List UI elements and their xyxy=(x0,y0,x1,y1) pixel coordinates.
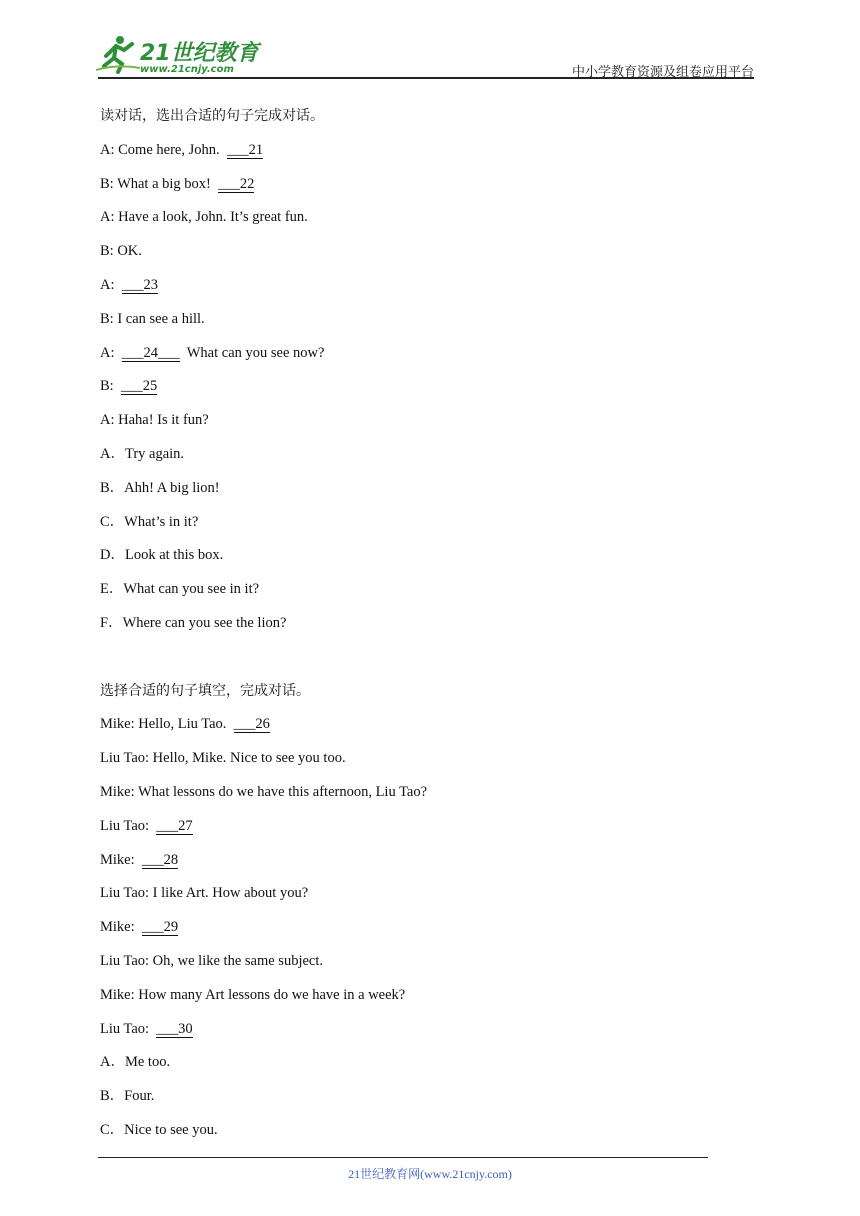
section2-dialogue xyxy=(100,714,760,1052)
dialogue-text: Liu Tao: xyxy=(100,1020,157,1037)
footer-divider xyxy=(98,1157,708,1158)
dialogue-line xyxy=(100,985,760,1019)
answer-blank: ___26 xyxy=(233,716,270,733)
dialogue-text: B: What a big box! xyxy=(100,175,219,192)
dialogue-text: Mike: Hello, Liu Tao. xyxy=(100,716,234,733)
dialogue-line xyxy=(100,748,760,782)
answer-option: A．Try again. xyxy=(100,445,185,462)
footer-text: 21世纪教育网(www.21cnjy.com) xyxy=(348,1167,512,1181)
answer-option: B．Ahh! A big lion! xyxy=(100,479,220,496)
section2-instruction: 选择合适的句子填空，完成对话。 xyxy=(100,682,310,699)
dialogue-text: A: Come here, John. xyxy=(100,141,227,158)
answer-blank: ___28 xyxy=(141,851,179,868)
dialogue-text: Liu Tao: I like Art. How about you? xyxy=(100,885,309,902)
logo-url: www.21cnjy.com xyxy=(140,64,234,75)
dialogue-text: Mike: How many Art lessons do we have in a week? xyxy=(100,986,406,1003)
section-gap xyxy=(100,647,760,681)
site-logo xyxy=(96,34,266,78)
dialogue-text: A: Haha! Is it fun? xyxy=(100,412,209,429)
dialogue-line xyxy=(100,410,760,444)
logo-text: 21世纪教育 xyxy=(140,41,259,66)
dialogue-line xyxy=(100,782,760,816)
dialogue-text: Mike: What lessons do we have this afternoon, Liu Tao? xyxy=(100,783,428,800)
dialogue-line xyxy=(100,343,760,377)
dialogue-line xyxy=(100,816,760,850)
answer-blank: ___24___ xyxy=(121,344,180,361)
dialogue-line xyxy=(100,309,760,343)
dialogue-line xyxy=(100,850,760,884)
answer-blank: ___27 xyxy=(156,817,193,834)
answer-option: F．Where can you see the lion? xyxy=(100,614,287,631)
answer-option: B．Four. xyxy=(100,1088,155,1105)
dialogue-line xyxy=(100,241,760,275)
page-header xyxy=(0,0,860,80)
answer-option: A．Me too. xyxy=(100,1054,171,1071)
answer-option: C．What’s in it? xyxy=(100,513,199,530)
section1-dialogue xyxy=(100,140,760,444)
answer-option: D．Look at this box. xyxy=(100,547,224,564)
dialogue-text: A: xyxy=(100,344,122,361)
dialogue-text: A: Have a look, John. It’s great fun. xyxy=(100,209,308,226)
section1-instruction: 读对话，选出合适的句子完成对话。 xyxy=(100,108,324,124)
answer-blank: ___22 xyxy=(218,175,255,192)
dialogue-line xyxy=(100,140,760,174)
answer-blank: ___23 xyxy=(121,276,158,293)
header-divider xyxy=(98,77,754,79)
section2-options xyxy=(100,1052,760,1153)
dialogue-text: Mike: xyxy=(100,851,142,868)
answer-blank: ___25 xyxy=(120,378,158,395)
dialogue-text: A: xyxy=(100,276,122,293)
dialogue-text: B: OK. xyxy=(100,243,142,260)
dialogue-text: Mike: xyxy=(100,919,142,936)
dialogue-line xyxy=(100,917,760,951)
dialogue-text: B: xyxy=(100,378,121,395)
answer-blank: ___21 xyxy=(226,141,264,158)
dialogue-text: Liu Tao: Hello, Mike. Nice to see you too. xyxy=(100,750,346,767)
dialogue-text: Liu Tao: xyxy=(100,817,157,834)
dialogue-line xyxy=(100,275,760,309)
dialogue-line xyxy=(100,714,760,748)
answer-option: C．Nice to see you. xyxy=(100,1121,218,1138)
section1-options xyxy=(100,444,760,647)
dialogue-text: Liu Tao: Oh, we like the same subject. xyxy=(100,952,324,969)
dialogue-text: What can you see now? xyxy=(179,344,325,361)
header-platform-text: 中小学教育资源及组卷应用平台 xyxy=(571,65,754,80)
dialogue-text: B: I can see a hill. xyxy=(100,310,205,327)
dialogue-line xyxy=(100,207,760,241)
runner-logo-icon xyxy=(96,34,140,74)
dialogue-line xyxy=(100,376,760,410)
answer-blank: ___29 xyxy=(141,919,179,936)
answer-option: E．What can you see in it? xyxy=(100,581,260,598)
dialogue-line xyxy=(100,951,760,985)
worksheet-content xyxy=(100,106,760,1154)
dialogue-line xyxy=(100,174,760,208)
dialogue-line xyxy=(100,1019,760,1053)
dialogue-line xyxy=(100,883,760,917)
answer-blank: ___30 xyxy=(156,1020,193,1037)
